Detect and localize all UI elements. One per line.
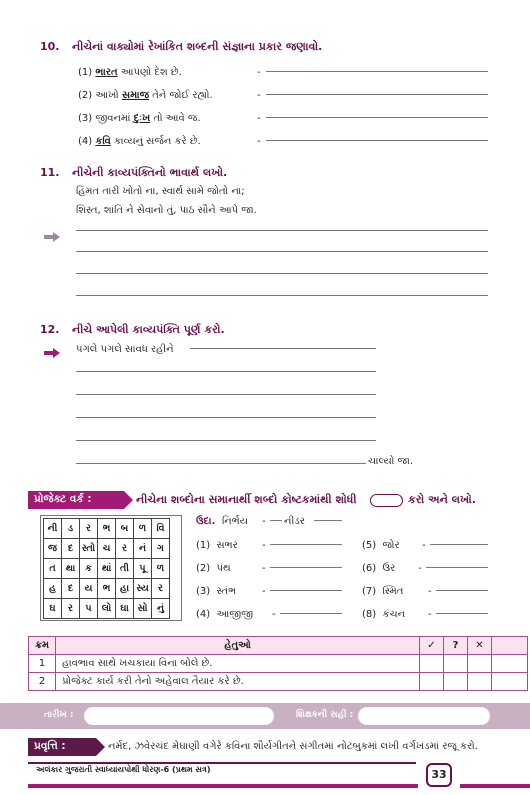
grid-cell[interactable]: ચ (98, 539, 116, 559)
example-word: નિર્ભય (222, 516, 248, 527)
dash: - (257, 90, 261, 101)
check-icon: ✓ (420, 637, 444, 655)
dash: - (428, 609, 432, 620)
answer-line[interactable] (76, 230, 488, 231)
grid-cell[interactable]: ળ (134, 519, 152, 539)
item-text: જીવનમાં (95, 113, 134, 124)
row-text: હાવભાવ સાથે ખચકાયા વિના બોલે છે. (56, 655, 420, 673)
dash: - (257, 67, 261, 78)
q10-number: 10. (40, 40, 60, 53)
answer-line[interactable] (430, 544, 488, 545)
grid-cell[interactable]: ઘ (44, 599, 62, 619)
project-instruction: નીચેના શબ્દોના સમાનાર્થી શબ્દો કોષ્ટકમાંથી શોધી (136, 493, 357, 506)
grid-cell[interactable]: લો (98, 599, 116, 619)
grid-cell[interactable]: ની (44, 519, 62, 539)
q12-title: નીચે આપેલી કાવ્યપંક્તિ પૂર્ણ કરો. (72, 323, 225, 336)
grid-cell[interactable]: તી (116, 559, 134, 579)
row-num: 2 (29, 673, 56, 691)
item-label: (3) (78, 113, 93, 124)
example-label: ઉદા. (196, 516, 216, 527)
dash: - (418, 563, 422, 574)
dash: - (262, 540, 266, 551)
grid-cell[interactable]: ય (80, 579, 98, 599)
example-answer: નીડર (284, 516, 305, 527)
row-num: 1 (29, 655, 56, 673)
question-cell[interactable] (444, 655, 468, 673)
assessment-table (28, 636, 528, 691)
row-text: પ્રોજેક્ટ કાર્ય કરી તેનો અહેવાલ તૈયાર કરે છે. (56, 673, 420, 691)
q11-number: 11. (40, 166, 60, 179)
answer-line[interactable] (266, 140, 488, 141)
poem-end: ચાલ્યો જા. (368, 456, 414, 467)
word-7: (7) સ્મિત (362, 586, 404, 597)
dash: - (262, 516, 266, 527)
dash: - (428, 586, 432, 597)
answer-line[interactable] (190, 348, 376, 349)
underlined-word: દુઃખ (133, 113, 151, 124)
grid-cell[interactable]: ર (152, 579, 170, 599)
activity-text: નર્મદ, ઝવેરચંદ મેઘાણી વગેરે કવિના શૌર્યગીતને સંગીતમાં નોટબુકમાં લખી વર્ગખંડમાં રજૂ કરો. (108, 741, 478, 752)
item-text: તેને જોઈ રહ્યો. (149, 90, 213, 101)
check-cell[interactable] (420, 673, 444, 691)
dash: - (262, 586, 266, 597)
answer-line[interactable] (76, 440, 376, 441)
answer-line[interactable] (76, 295, 488, 296)
grid-cell[interactable]: ભ (98, 579, 116, 599)
grid-cell[interactable]: ગ (152, 539, 170, 559)
item-label: (1) (78, 67, 93, 78)
teacher-sign-field[interactable] (358, 707, 490, 725)
q10-item-3 (78, 113, 201, 124)
q10-item-1 (78, 67, 182, 78)
cross-icon: ✕ (468, 637, 492, 655)
project-instruction-end: કરો અને લખો. (408, 493, 476, 506)
check-cell[interactable] (420, 655, 444, 673)
grid-cell[interactable]: ળ (152, 559, 170, 579)
answer-line[interactable] (76, 371, 376, 372)
word-search-grid (43, 518, 170, 619)
date-field[interactable] (84, 707, 274, 725)
answer-line[interactable] (266, 117, 488, 118)
grid-cell[interactable]: દ (62, 539, 80, 559)
poem-line-1: હિંમત તારી ખોતો ના, સ્વાર્થ સામે જોતો ના; (76, 186, 245, 197)
grid-cell[interactable]: વિ (152, 519, 170, 539)
grid-cell[interactable]: થા (62, 559, 80, 579)
grid-cell[interactable]: સ્ય (134, 579, 152, 599)
grid-cell[interactable]: ઘા (116, 599, 134, 619)
arrow-right-icon (44, 348, 60, 358)
word-1: (1) સભર (196, 540, 238, 551)
answer-line[interactable] (436, 590, 488, 591)
answer-line[interactable] (280, 613, 342, 614)
answer-line[interactable] (76, 251, 488, 252)
answer-line[interactable] (270, 544, 342, 545)
grid-cell[interactable]: બ (116, 519, 134, 539)
question-cell[interactable] (444, 673, 468, 691)
answer-line[interactable] (426, 567, 488, 568)
grid-cell[interactable]: ર (116, 539, 134, 559)
grid-cell[interactable]: પૂ (134, 559, 152, 579)
answer-line[interactable] (270, 567, 342, 568)
cross-cell[interactable] (468, 673, 492, 691)
grid-cell[interactable]: હ (44, 579, 62, 599)
date-label: તારીખ : (44, 710, 74, 720)
grid-cell[interactable]: ર (62, 599, 80, 619)
underlined-word: ભારત (95, 67, 118, 78)
project-badge: પ્રોજેક્ટ વર્ક : (28, 491, 124, 509)
answer-line[interactable] (266, 71, 488, 72)
col-header-num: ક્રમ (29, 637, 56, 655)
word-3: (3) સ્તંભ (196, 586, 237, 597)
grid-cell[interactable]: ક (80, 559, 98, 579)
word-2: (2) પંથ (196, 563, 231, 574)
answer-line (314, 520, 342, 521)
item-label: (2) (78, 90, 93, 101)
grid-cell[interactable]: સો (134, 599, 152, 619)
poem-start: પગલે પગલે સાવધ રહીને (76, 344, 174, 355)
arrow-right-icon (44, 232, 60, 242)
grid-cell[interactable]: જ (44, 539, 62, 559)
answer-line[interactable] (76, 394, 376, 395)
teacher-sign-label: શિક્ષકની સહી : (296, 710, 354, 720)
col-extra (492, 637, 528, 655)
blank-pill[interactable] (370, 494, 403, 507)
item-text: આખો (95, 90, 122, 101)
item-text: કાવ્યનું સર્જન કરે છે. (110, 136, 201, 147)
extra-cell (492, 673, 528, 691)
page-number: 33 (426, 763, 452, 787)
grid-cell[interactable]: ત (44, 559, 62, 579)
dash: - (257, 136, 261, 147)
poem-line-2: શિસ્ત, શાંતિ ને સેવાનો તું, પાઠ સૌને આપે જા. (76, 205, 257, 216)
dash: - (422, 540, 426, 551)
activity-badge: પ્રવૃત્તિ : (28, 738, 96, 756)
grid-cell[interactable]: ભ (98, 519, 116, 539)
grid-cell[interactable]: પ (80, 599, 98, 619)
dash: - (262, 563, 266, 574)
item-label: (4) (78, 136, 93, 147)
cross-cell[interactable] (468, 655, 492, 673)
extra-cell (492, 655, 528, 673)
grid-cell[interactable]: ર (80, 519, 98, 539)
grid-cell[interactable]: સ્તો (80, 539, 98, 559)
dash: - (257, 113, 261, 124)
table-row (29, 673, 528, 691)
word-4: (4) આજીજી (196, 609, 253, 620)
book-title: અલંકાર ગુજરાતી સ્વાધ્યાયપોથી ધોરણ-6 (પ્રથમ સત્ર) (36, 765, 211, 774)
answer-line (270, 520, 282, 521)
answer-line[interactable] (436, 613, 488, 614)
word-5: (5) જોર (362, 540, 400, 551)
answer-line[interactable] (76, 273, 488, 274)
grid-cell[interactable]: થાં (98, 559, 116, 579)
grid-cell[interactable]: નું (152, 599, 170, 619)
answer-line[interactable] (266, 94, 488, 95)
grid-cell[interactable]: ડ (62, 519, 80, 539)
word-8: (8) કંચન (362, 609, 406, 620)
q10-item-2 (78, 90, 213, 101)
q10-title: નીચેનાં વાક્યોમાં રેખાંકિત શબ્દની સંજ્ઞાના પ્રકાર જણાવો. (72, 40, 323, 53)
word-6: (6) ઉર (362, 563, 396, 574)
answer-line[interactable] (270, 590, 342, 591)
q11-title: નીચેની કાવ્યપંક્તિનો ભાવાર્થ લખો. (72, 166, 228, 179)
question-icon: ? (444, 637, 468, 655)
col-header-reason: હેતુઓ (56, 637, 420, 655)
underlined-word: સમાજ (121, 90, 150, 101)
table-row (29, 655, 528, 673)
q10-item-4 (78, 136, 201, 147)
answer-line[interactable] (76, 463, 366, 464)
underlined-word: કવિ (95, 136, 111, 147)
grid-cell[interactable]: નં (134, 539, 152, 559)
item-text: આપણો દેશ છે. (117, 67, 182, 78)
grid-cell[interactable]: હા (116, 579, 134, 599)
item-text: તો આવે જ. (150, 113, 201, 124)
grid-cell[interactable]: દ (62, 579, 80, 599)
q12-number: 12. (40, 323, 60, 336)
answer-line[interactable] (76, 417, 376, 418)
dash: - (272, 609, 276, 620)
